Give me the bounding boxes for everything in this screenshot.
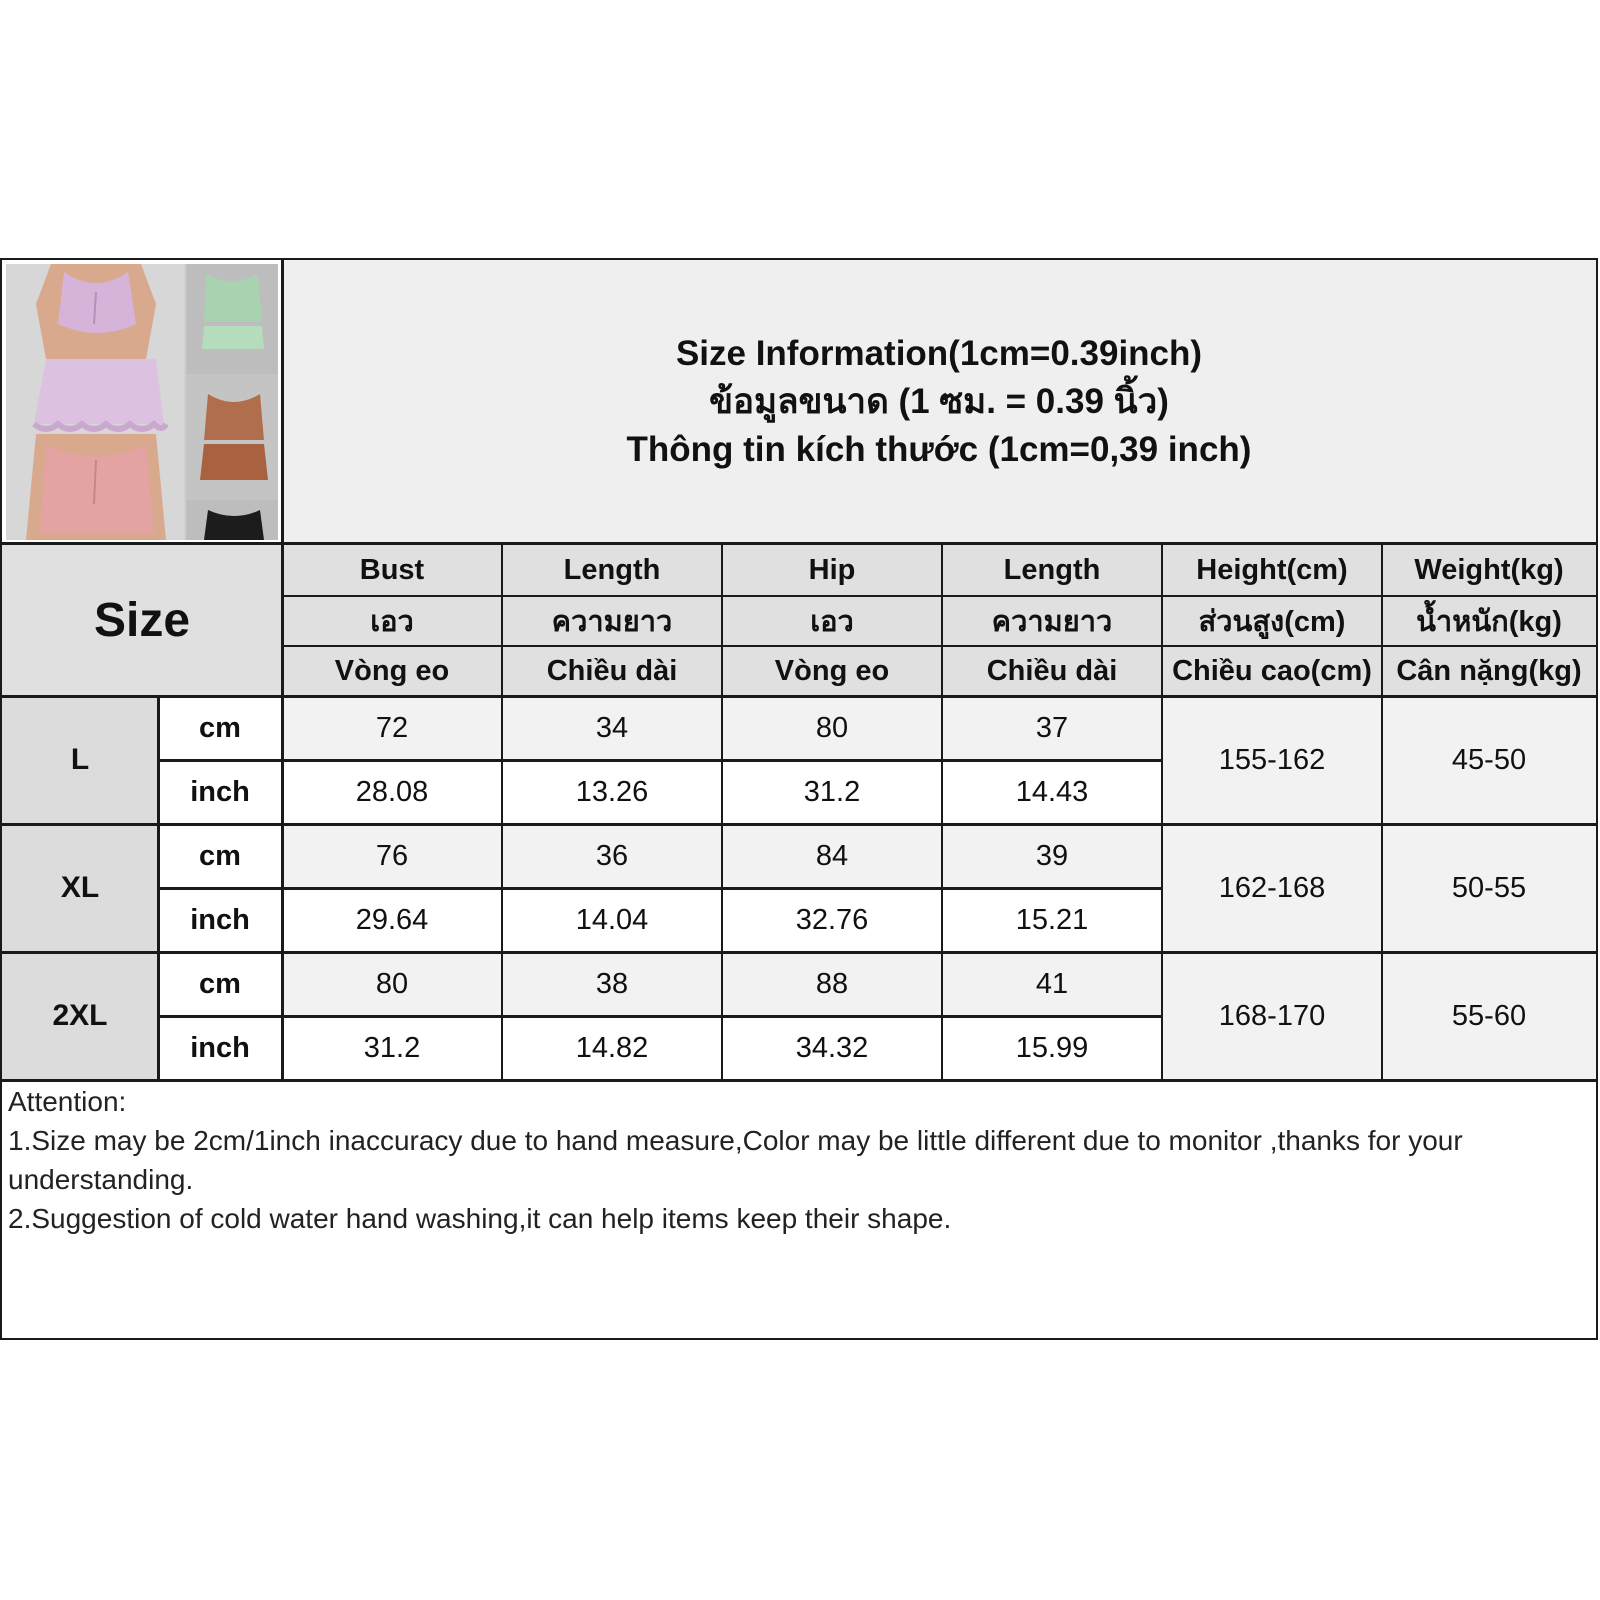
col-header-th-4: ความยาว: [942, 596, 1162, 646]
grid-line: [2, 823, 1596, 826]
grid-line: [721, 544, 723, 1080]
grid-line: [281, 260, 284, 1080]
col-header-vi-1: Vòng eo: [282, 646, 502, 696]
product-photo-collage: [6, 264, 278, 540]
table-cell: 15.21: [942, 888, 1162, 952]
col-header-vi-3: Vòng eo: [722, 646, 942, 696]
col-header-vi-2: Chiều dài: [502, 646, 722, 696]
size-label-2xl: 2XL: [2, 952, 158, 1080]
col-header-vi-5: Chiều cao(cm): [1162, 646, 1382, 696]
height-range-cell: 162-168: [1162, 824, 1382, 952]
col-header-th-1: เอว: [282, 596, 502, 646]
table-cell: 36: [502, 824, 722, 888]
unit-inch: inch: [158, 1016, 282, 1080]
height-range-cell: 155-162: [1162, 696, 1382, 824]
table-cell: 80: [282, 952, 502, 1016]
title-cell: [282, 260, 1596, 544]
unit-cm: cm: [158, 952, 282, 1016]
grid-line: [2, 951, 1596, 954]
table-cell: 13.26: [502, 760, 722, 824]
grid-line: [282, 645, 1596, 647]
col-header-th-5: ส่วนสูง(cm): [1162, 596, 1382, 646]
table-cell: 28.08: [282, 760, 502, 824]
unit-inch: inch: [158, 760, 282, 824]
title-english: Size Information(1cm=0.39inch): [675, 334, 1203, 373]
table-cell: 76: [282, 824, 502, 888]
size-header: [2, 544, 282, 696]
size-label-l: L: [2, 696, 158, 824]
grid-line: [941, 544, 943, 1080]
table-cell: 41: [942, 952, 1162, 1016]
col-header-en-4: Length: [942, 544, 1162, 596]
grid-line: [2, 695, 1596, 698]
attention-note-1: 1.Size may be 2cm/1inch inaccuracy due to hand measure,Color may be little different due to monitor ,thanks for your understanding.: [8, 1125, 1463, 1195]
col-header-en-5: Height(cm): [1162, 544, 1382, 596]
col-header-en-2: Length: [502, 544, 722, 596]
table-cell: 29.64: [282, 888, 502, 952]
col-header-vi-4: Chiều dài: [942, 646, 1162, 696]
table-cell: 34: [502, 696, 722, 760]
grid-line: [158, 759, 1162, 762]
grid-line: [1381, 544, 1383, 1080]
table-cell: 38: [502, 952, 722, 1016]
grid-line: [157, 696, 160, 1080]
table-cell: 80: [722, 696, 942, 760]
table-cell: 37: [942, 696, 1162, 760]
product-photo: [6, 264, 278, 540]
grid-line: [2, 542, 1596, 545]
grid-line: [1161, 544, 1163, 1080]
col-header-vi-6: Cân nặng(kg): [1382, 646, 1596, 696]
col-header-en-3: Hip: [722, 544, 942, 596]
attention-note-2: 2.Suggestion of cold water hand washing,it can help items keep their shape.: [8, 1203, 952, 1234]
col-header-th-2: ความยาว: [502, 596, 722, 646]
weight-range-cell: 55-60: [1382, 952, 1596, 1080]
size-header-label: Size: [93, 593, 191, 647]
col-header-en-1: Bust: [282, 544, 502, 596]
grid-line: [501, 544, 503, 1080]
height-range-cell: 168-170: [1162, 952, 1382, 1080]
grid-line: [158, 1015, 1162, 1018]
table-cell: 14.43: [942, 760, 1162, 824]
title-thai: ข้อมูลขนาด (1 ซม. = 0.39 นิ้ว): [709, 382, 1169, 421]
title-vietnamese: Thông tin kích thước (1cm=0,39 inch): [626, 430, 1252, 469]
col-header-th-3: เอว: [722, 596, 942, 646]
col-header-en-6: Weight(kg): [1382, 544, 1596, 596]
unit-inch: inch: [158, 888, 282, 952]
table-cell: 84: [722, 824, 942, 888]
table-cell: 39: [942, 824, 1162, 888]
grid-line: [158, 887, 1162, 890]
unit-cm: cm: [158, 696, 282, 760]
table-cell: 31.2: [722, 760, 942, 824]
table-cell: 15.99: [942, 1016, 1162, 1080]
table-cell: 32.76: [722, 888, 942, 952]
col-header-th-6: น้ำหนัก(kg): [1382, 596, 1596, 646]
table-cell: 14.82: [502, 1016, 722, 1080]
table-cell: 34.32: [722, 1016, 942, 1080]
weight-range-cell: 50-55: [1382, 824, 1596, 952]
table-cell: 14.04: [502, 888, 722, 952]
grid-line: [282, 595, 1596, 597]
unit-cm: cm: [158, 824, 282, 888]
table-cell: 88: [722, 952, 942, 1016]
attention-notes: [8, 1082, 1588, 1238]
size-label-xl: XL: [2, 824, 158, 952]
table-cell: 72: [282, 696, 502, 760]
weight-range-cell: 45-50: [1382, 696, 1596, 824]
attention-heading: Attention:: [8, 1086, 127, 1117]
table-cell: 31.2: [282, 1016, 502, 1080]
size-chart-table: [0, 258, 1598, 1340]
